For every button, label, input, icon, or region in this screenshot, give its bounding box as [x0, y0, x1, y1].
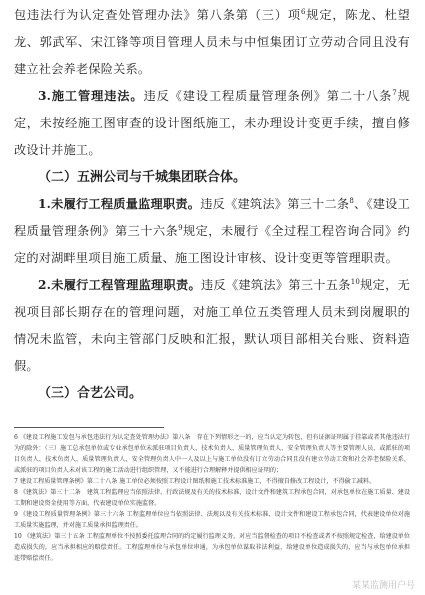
watermark: 某某监测用户号 [351, 581, 415, 591]
footnote-ref[interactable]: 9 [178, 223, 183, 232]
footnote-ref[interactable]: 8 [349, 196, 354, 205]
section-heading-3: （三）合艺公司。 [38, 386, 143, 401]
paragraph-3 [14, 191, 410, 272]
paragraph-4 [14, 272, 410, 380]
footnote-6: 6 《建设工程施工发包与承包违法行为认定查处管理办法》第八条 存在下列情形之一的，应当认定为转包，但有证据证明属于挂靠或者其他违法行为的除外：（三）施工总承包单位或专业承包单位未派驻项目负责人、技术负责人、质量管理负责人、安全管理负责人等主要管理人员，或派驻的项目负责人、技术负责人、质量管理负责人、安全管理负责人中一人及以上与施工单位没有订立劳动合同且没有建立劳动工资和社会养老保险关系，或派驻的项目负责人未对该工程的施工活动进行组织管理，又不能进行合理解释并提供相应证明的； [14, 434, 410, 474]
paragraph-text: 规定，未按经施工图审查的设计图纸施工，未办理设计变更手续，擅自修改设计并施工。 [14, 89, 410, 157]
paragraph-text: 违反《建筑法》第三十五条 [200, 278, 351, 292]
paragraph-text: 规定，陈龙、杜望龙、郭武军、宋江锋等项目管理人员未与中恒集团订立劳动合同且没有建立社会养老保险关系。 [14, 8, 410, 76]
paragraph-text: 包违法行为认定查处管理办法》第八条第（三）项 [14, 8, 301, 22]
footnote-ref[interactable]: 6 [300, 7, 306, 16]
footnotes [14, 432, 410, 564]
footnote-divider [14, 427, 164, 428]
footnote-7: 7 建设工程质量管理条例》第二十八条 施工单位必须按照工程设计图纸和施工技术标准施工，不得擅自修改工程设计，不得偷工减料。 [14, 478, 376, 485]
footnote-9: 9 《建设工程质量管理条例》第三十六条 工程监理单位应当依照法律、法规以及有关技术标准、设计文件和建设工程承包合同，代表建设单位对施工质量实施监理，并对施工质量承担监理责任。 [14, 511, 410, 529]
footnote-ref[interactable]: 10 [350, 277, 361, 286]
footnote-ref[interactable]: 7 [392, 88, 397, 97]
paragraph-lead: 1.未履行工程质量监理职责。 [38, 197, 201, 211]
section-heading-2: （二）五洲公司与千城集团联合体。 [38, 170, 247, 185]
body-text [14, 2, 410, 407]
paragraph-2 [14, 83, 410, 164]
paragraph-text: 违反《建设工程质量管理条例》第二十八条 [143, 89, 393, 103]
paragraph-text: 违反《建筑法》第三十二条 [200, 197, 350, 211]
paragraph-text: 规定，未履行《全过程工程咨询合同》约定的对湖畔里项目施工质量、施工图设计审核、设计变更等管理职责。 [14, 224, 410, 265]
footnote-8: 8 《建筑法》第三十二条 建筑工程监理应当依照法律、行政法规及有关的技术标准、设计文件和建筑工程承包合同，对承包单位在施工质量、建设工期和建设资金使用等方面，代表建设单位实施监督。 [14, 489, 410, 507]
footnote-10: 10 《建筑法》第三十五条 工程监理单位不按照委托监理合同的约定履行监理义务，对应当监督检查的项目不检查或者不按照规定检查，给建设单位造成损失的，应当承担相应的赔偿责任。工程监理单位与承包单位串通，为承包单位谋取非法利益，给建设单位造成损失的，应当与承包单位承担连带赔偿责任。 [14, 533, 410, 562]
paragraph-1 [14, 2, 410, 83]
paragraph-text: 规定，无视项目部长期存在的管理问题，对施工单位五类管理人员未到岗履职的情况未监管，未向主管部门反映和汇报，默认项目部相关台账、资料造假。 [14, 278, 410, 373]
paragraph-lead: 2.未履行工程管理监理职责。 [38, 278, 201, 292]
paragraph-lead: 3.施工管理违法。 [38, 89, 144, 103]
paragraph-text: 、《建设工程质量管理条例》第三十六条 [14, 197, 410, 238]
